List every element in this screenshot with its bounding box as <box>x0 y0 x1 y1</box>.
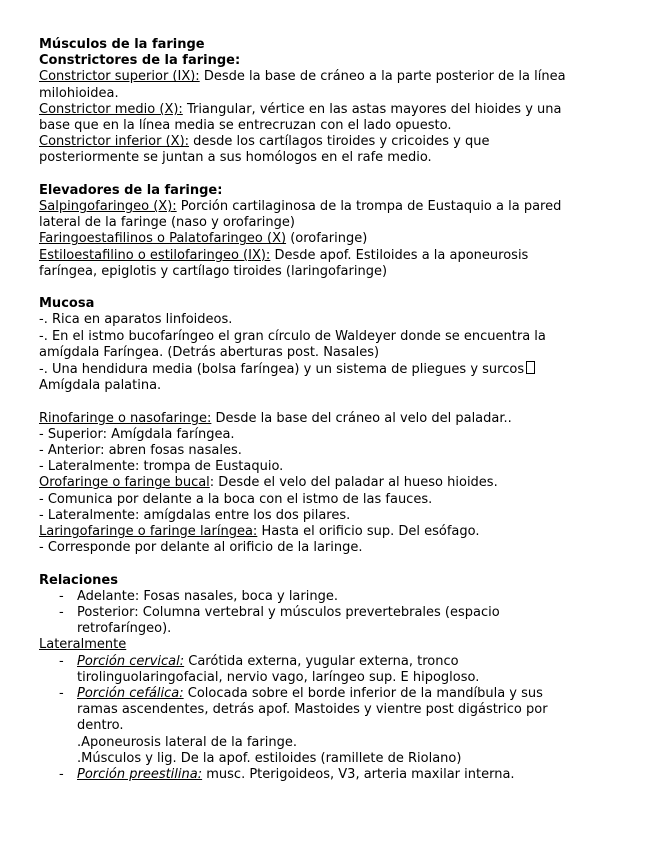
list-item: - Porción preestilina: musc. Pterigoideos, V3, arteria maxilar interna. <box>59 767 515 783</box>
orofaringe: Orofaringe o faringe bucal: Desde el velo del paladar al hueso hioides. <box>39 475 498 491</box>
list-item: - Posterior: Columna vertebral y músculos prevertebrales (espacio <box>59 605 500 621</box>
constrictor-superior: Constrictor superior (IX): Desde la base de cráneo a la parte posterior de la línea <box>39 69 566 85</box>
mucosa-line: -. En el istmo bucofaríngeo el gran círculo de Waldeyer donde se encuentra la <box>39 328 546 344</box>
missing-glyph-icon <box>526 361 535 374</box>
orofaringe-label: Orofaringe o faringe bucal <box>39 475 210 491</box>
salpingofaringeo: Salpingofaringeo (X): Porción cartilaginosa de la trompa de Eustaquio a la pared <box>39 199 562 215</box>
page-title: Músculos de la faringe <box>39 37 205 52</box>
porcion-preestilina-label: Porción preestilina: <box>77 767 203 783</box>
rinofaringe: Rinofaringe o nasofaringe: Desde la base del cráneo al velo del paladar.. <box>39 410 512 426</box>
constrictor-medio: Constrictor medio (X): Triangular, vértice en las astas mayores del hioides y una <box>39 101 562 117</box>
mucosa-heading: Mucosa <box>39 296 95 312</box>
mucosa-line: Amígdala palatina. <box>39 378 162 394</box>
list-item: - Porción cervical: Carótida externa, yugular externa, tronco <box>59 653 459 669</box>
estilofaringeo: Estiloestafilino o estilofaringeo (IX): Desde apof. Estiloides a la aponeurosis <box>39 247 529 263</box>
constrictor-medio-label: Constrictor medio (X): <box>39 101 183 117</box>
mucosa-line: -. Rica en aparatos linfoideos. <box>39 312 233 328</box>
laringofaringe: Laringofaringe o faringe laríngea: Hasta el orificio sup. Del esófago. <box>39 524 480 540</box>
relaciones-heading: Relaciones <box>39 572 118 588</box>
elevadores-heading: Elevadores de la faringe: <box>39 182 223 198</box>
lateralmente-heading: Lateralmente <box>39 637 127 653</box>
palatofaringeo: Faringoestafilinos o Palatofaringeo (X) (orofaringe) <box>39 231 368 247</box>
document-page: Músculos de la faringe Constrictores de la faringe: Constrictor superior (IX): Desde la base de cráneo a la parte posterior de la línea milohioidea. Constrictor medio (X): Triangular, vértice en las astas mayores del hioides y una base que en la línea media se entrecruzan con el lado opuesto. Constrictor inferior (X): desde los cartílagos tiroides y cricoides y que posteriormente se juntan a sus homólogos en el rafe medio. Elevadores de la faringe: Salpingofaringeo (X): Porción cartilaginosa de la trompa de Eustaquio a la pared lateral de la faringe (naso y orofaringe) Faringoestafilinos o Palatofaringeo (X) (orofaringe) Estiloestafilino o estilofaringeo (IX): Desde apof. Estiloides a la aponeurosis faríngea, epiglotis y cartílago tiroides (laringofaringe) Mucosa -. Rica en aparatos linfoideos. -. En el istmo bucofaríngeo el gran círculo de Waldeyer donde se encuentra la amígdala Faríngea. (Detrás aberturas post. Nasales) -. Una hendidura media (bolsa faríngea) y un sistema de pliegues y surcos Amígdala palatina. Rinofaringe o nasofaringe: Desde la base del cráneo al velo del paladar.. - Superior: Amígdala faríngea. - Anterior: abren fosas nasales. - Lateralmente: trompa de Eustaquio. Orofaringe o faringe bucal: Desde el velo del paladar al hueso hioides. - Comunica por delante a la boca con el istmo de las fauces. - Lateralmente: amígdalas entre los dos pilares. Laringofaringe o faringe laríngea: Hasta el orificio sup. Del esófago. - Corresponde por delante al orificio de la laringe. Relaciones - Adelante: Fosas nasales, boca y laringe. - Posterior: Columna vertebral y músculos prevertebrales (espacio retrofaríngeo). Lateralmente - Porción cervical: Carótida externa, yugular externa, tronco tirolinguolaringofacial, nervio vago, laríngeo sup. E hipogloso. - Porción cefálica: Colocada sobre el borde inferior de la mandíbula y sus ramas ascendentes, detrás apof. Mastoides y vientre post digástrico por dentro. .Aponeurosis lateral de la faringe. .Músculos y lig. De la apof. estiloides (ramillete de Riolano) - Porción preestilina: musc. Pterigoideos, V3, arteria maxilar interna. <box>39 37 629 783</box>
porcion-cefalica-label: Porción cefálica: <box>77 686 184 702</box>
list-item: - Adelante: Fosas nasales, boca y laringe. <box>59 588 338 604</box>
palatofaringeo-label: Faringoestafilinos o Palatofaringeo (X) <box>39 231 287 247</box>
constrictores-heading: Constrictores de la faringe: <box>39 53 241 69</box>
constrictor-superior-label: Constrictor superior (IX): <box>39 69 200 85</box>
mucosa-line: amígdala Faríngea. (Detrás aberturas post. Nasales) <box>39 344 380 360</box>
laringofaringe-label: Laringofaringe o faringe laríngea: <box>39 524 258 540</box>
constrictor-inferior-label: Constrictor inferior (X): <box>39 134 190 150</box>
salpingofaringeo-label: Salpingofaringeo (X): <box>39 199 177 215</box>
mucosa-line: -. Una hendidura media (bolsa faríngea) y un sistema de pliegues y surcos <box>39 361 629 378</box>
list-item: - Porción cefálica: Colocada sobre el borde inferior de la mandíbula y sus <box>59 686 543 702</box>
estilofaringeo-label: Estiloestafilino o estilofaringeo (IX): <box>39 247 271 263</box>
constrictor-inferior: Constrictor inferior (X): desde los cartílagos tiroides y cricoides y que <box>39 134 490 150</box>
porcion-cervical-label: Porción cervical: <box>77 653 185 669</box>
rinofaringe-label: Rinofaringe o nasofaringe: <box>39 410 212 426</box>
